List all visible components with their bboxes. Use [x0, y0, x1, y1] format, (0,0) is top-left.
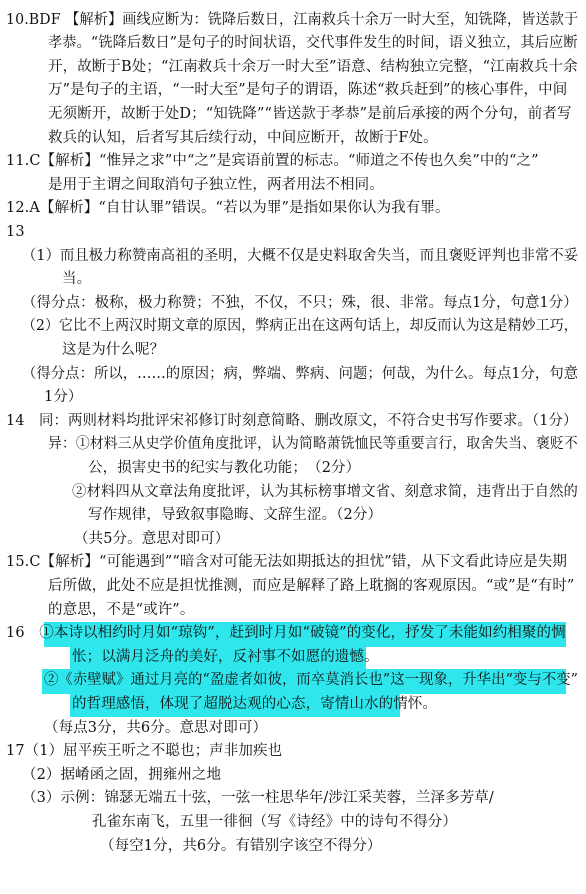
- text-line: （每空1分，共6分。有错别字该空不得分）: [100, 837, 382, 854]
- text-line: 10.BDF 【解析】画线应断为：铣降后数日，江南救兵十余万一时大至，知铣降，皆送款于: [6, 11, 579, 28]
- text-line: 14 同：两则材料均批评宋祁修订时刻意简略、删改原文，不符合史书写作要求。（1分）: [6, 412, 578, 429]
- text-line: 孔雀东南飞，五里一徘徊（写《诗经》中的诗句不得分）: [92, 813, 457, 830]
- text-line: 无须断开，故断于处D；“知铣降”“皆送款于孝恭”是前后承接的两个分句，前者写: [48, 105, 572, 122]
- text-line: （得分点：所以，……的原因；病，弊端、弊病、问题；何哉，为什么。每点1分，句意: [22, 365, 579, 382]
- text-line: 17（1）屈平疾王听之不聪也；声非加疾也: [6, 743, 283, 760]
- text-line: 12.A【解析】“自甘认罪”错误。“若以为罪”是指如果你认为我有罪。: [6, 200, 450, 217]
- text-line: 孝恭。“铣降后数日”是句子的时间状语，交代事件发生的时间，语义独立，其后应断: [48, 35, 578, 52]
- text-line: 15.C【解析】“可能遇到”“暗含对可能无法如期抵达的担忧”错，从下文看此诗应是失期: [6, 554, 568, 571]
- text-line: ②材料四从文章法角度批评，认为其标榜事增文省、刻意求简，违背出于自然的: [72, 483, 578, 500]
- text-line: 的哲理感悟，体现了超脱达观的心态，寄情山水的情怀。: [72, 695, 437, 712]
- text-line: 16 ①本诗以相约时月如“琼钩”，赶到时月如“破镜”的变化，抒发了未能如约相聚的惆: [6, 625, 566, 642]
- text-line: （共5分。意思对即可）: [74, 530, 230, 547]
- text-line: （每点3分，共6分。意思对即可）: [44, 719, 268, 736]
- text-line: （2）据崤函之固，拥雍州之地: [22, 766, 222, 783]
- text-line: 11.C【解析】“惟异之求”中“之”是宾语前置的标志。“师道之不传也久矣”中的“之”: [6, 153, 539, 170]
- text-line: 后所做，此处不应是担忧推测，而应是解释了路上耽搁的客观原因。“或”是“有时”: [48, 577, 575, 594]
- text-line: （1）而且极力称赞南高祖的圣明，大概不仅是史料取舍失当，而且褒贬评判也非常不妥: [22, 247, 579, 264]
- text-line: 当。: [62, 271, 92, 288]
- text-line: 写作规律，导致叙事隐晦、文辞生涩。（2分）: [88, 507, 383, 524]
- text-line: 这是为什么呢？: [62, 341, 165, 358]
- text-line: （3）示例：锦瑟无端五十弦，一弦一柱思华年/涉江采芙蓉，兰泽多芳草/: [22, 790, 494, 807]
- text-line: 的意思，不是“或许”。: [48, 601, 195, 618]
- text-line: 1分）: [44, 389, 83, 406]
- text-line: 13: [6, 223, 25, 240]
- text-line: 公，损害史书的纪实与教化功能； （2分）: [88, 459, 361, 476]
- text-line: ②《赤壁赋》通过月亮的“盈虚者如彼，而卒莫消长也”这一现象，升华出“变与不变”: [44, 672, 579, 689]
- text-line: （2）它比不上两汉时期文章的原因，弊病正出在这两句话上，却反而认为这是精妙工巧，: [22, 318, 578, 335]
- text-line: （得分点：极称，极力称赞；不独，不仅，不只；殊，很、非常。每点1分，句意1分）: [22, 294, 578, 311]
- text-line: 救兵的认知，后者写其后续行动，中间应断开，故断于F处。: [48, 129, 438, 146]
- text-line: 开，故断于B处；“江南救兵十余万一时大至”语意、结构独立完整，“江南救兵十余: [48, 58, 578, 75]
- text-line: 是用于主谓之间取消句子独立性，两者用法不相同。: [48, 176, 384, 193]
- text-line: 万”是句子的主语，“一时大至”是句子的谓语，陈述“救兵赶到”的核心事件，中间: [48, 82, 568, 99]
- text-line: 怅；以满月泛舟的美好，反衬事不如愿的遗憾。: [72, 648, 379, 665]
- text-line: 异：①材料三从史学价值角度批评，认为简略萧铣恤民等重要言行，取舍失当、褒贬不: [48, 436, 578, 453]
